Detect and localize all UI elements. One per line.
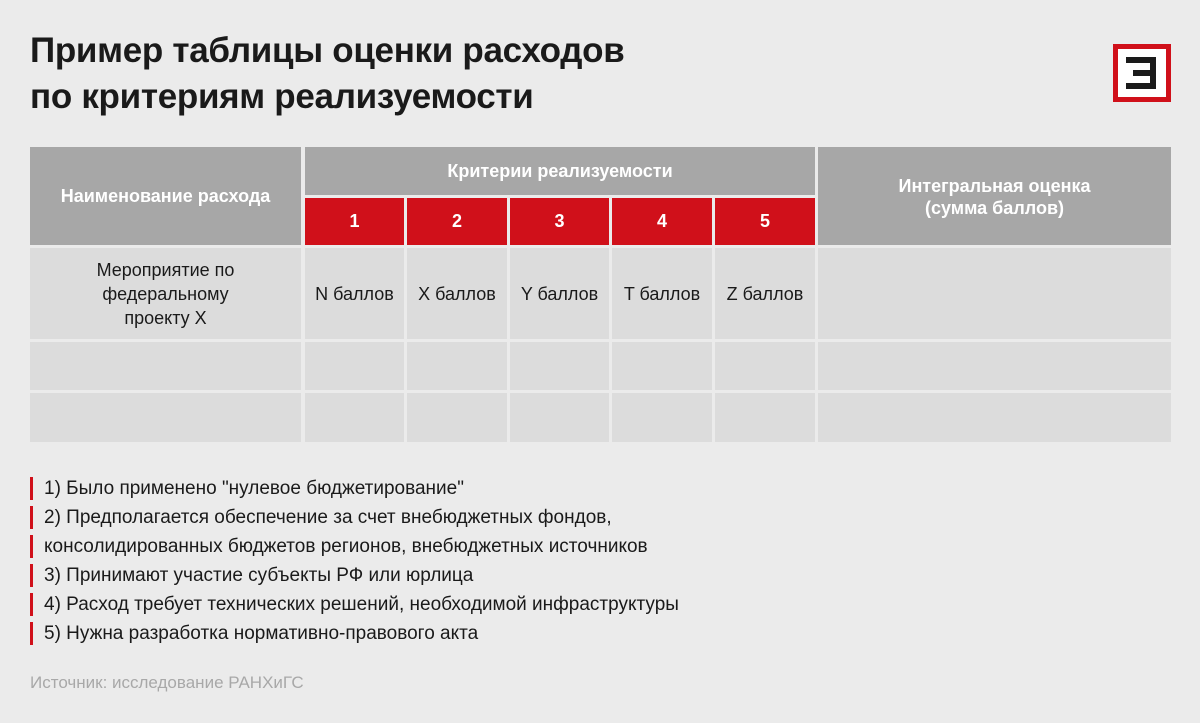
criteria-notes (30, 474, 679, 648)
note-item: консолидированных бюджетов регионов, внебюджетных источников (30, 532, 679, 561)
score-cell: N баллов (305, 248, 404, 339)
score-cell (715, 342, 815, 390)
score-cell (612, 393, 712, 442)
brand-e-logo-icon (1113, 44, 1171, 102)
note-item: 5) Нужна разработка нормативно-правового акта (30, 619, 679, 648)
score-cell: T баллов (612, 248, 712, 339)
criterion-number: 1 (305, 198, 404, 245)
note-item: 4) Расход требует технических решений, необходимой инфраструктуры (30, 590, 679, 619)
page-title (30, 28, 624, 120)
score-cell: Y баллов (510, 248, 609, 339)
score-cell (305, 342, 404, 390)
score-cell (715, 393, 815, 442)
note-item: 1) Было применено "нулевое бюджетирование" (30, 474, 679, 503)
header-expense-name: Наименование расхода (30, 147, 301, 245)
header-criteria: Критерии реализуемости (305, 147, 815, 195)
criterion-number: 5 (715, 198, 815, 245)
integral-score-cell (818, 342, 1171, 390)
row-expense-name: Мероприятие по федеральному проекту X (30, 248, 301, 339)
criterion-number: 2 (407, 198, 507, 245)
note-item: 2) Предполагается обеспечение за счет внебюджетных фондов, (30, 503, 679, 532)
note-item: 3) Принимают участие субъекты РФ или юрлица (30, 561, 679, 590)
score-cell (407, 342, 507, 390)
score-cell (305, 393, 404, 442)
score-cell: X баллов (407, 248, 507, 339)
row-expense-name (30, 342, 301, 390)
score-cell: Z баллов (715, 248, 815, 339)
title-line-1: Пример таблицы оценки расходов (30, 31, 625, 70)
source-caption: Источник: исследование РАНХиГС (30, 673, 304, 692)
row-expense-name (30, 393, 301, 442)
header-integral-score: Интегральная оценка (сумма баллов) (818, 147, 1171, 245)
criterion-number: 3 (510, 198, 609, 245)
expense-evaluation-table (30, 147, 1171, 442)
score-cell (510, 393, 609, 442)
criterion-number: 4 (612, 198, 712, 245)
integral-score-cell (818, 393, 1171, 442)
score-cell (407, 393, 507, 442)
title-line-2: по критериям реализуемости (30, 77, 534, 116)
score-cell (510, 342, 609, 390)
integral-score-cell (818, 248, 1171, 339)
score-cell (612, 342, 712, 390)
